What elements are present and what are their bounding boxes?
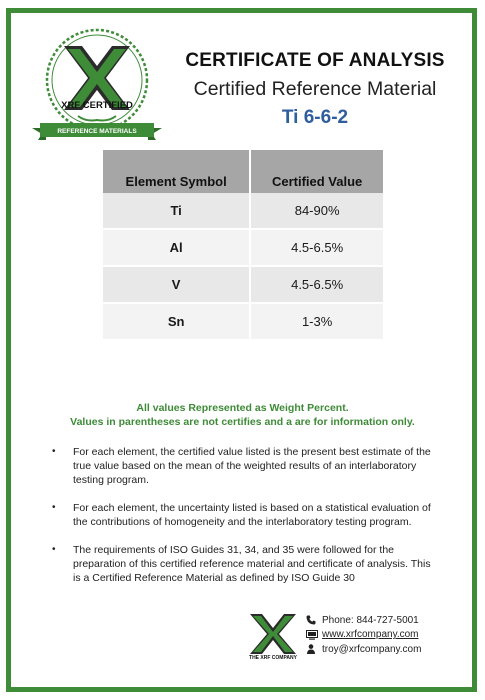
phone-text: Phone: 844-727-5001: [322, 614, 419, 626]
element-symbol-cell: V: [103, 265, 249, 302]
table-row: [103, 193, 383, 228]
list-item-text: The requirements of ISO Guides 31, 34, and 35 were followed for the preparation of this certified reference material and certificate of analysis. This is a Certified Reference Material as defined by ISO Guide 30: [73, 544, 431, 584]
footer-company-text: THE XRF COMPANY: [249, 655, 297, 660]
element-symbol-cell: Al: [103, 228, 249, 265]
bullet-glyph: •: [52, 446, 56, 457]
table-row: [103, 302, 383, 339]
col-header-element-symbol: Element Symbol: [103, 150, 249, 193]
logo-brand-text: XRF CERTIFIED: [61, 100, 133, 111]
weight-percent-note: All values Represented as Weight Percent.: [136, 402, 349, 414]
person-icon: [306, 644, 322, 654]
computer-icon: [306, 630, 322, 640]
certified-value-cell: 4.5-6.5%: [249, 265, 383, 302]
bullet-glyph: •: [52, 544, 56, 555]
table-row: [103, 265, 383, 302]
bullet-glyph: •: [52, 502, 56, 513]
xrf-company-logo: [246, 612, 300, 660]
list-item-text: For each element, the uncertainty listed is based on a statistical evaluation of the contributions of homogeneity and the interlaboratory testing program.: [73, 502, 431, 528]
col-header-certified-value: Certified Value: [249, 150, 383, 193]
material-grade: Ti 6-6-2: [281, 107, 349, 128]
table-header-row: [103, 150, 383, 193]
xrf-certified-logo: [26, 24, 168, 150]
element-symbol-cell: Sn: [103, 302, 249, 339]
list-item: [52, 501, 437, 529]
website-link[interactable]: www.xrfcompany.com: [322, 629, 419, 641]
certified-value-cell: 4.5-6.5%: [249, 228, 383, 265]
notes-list: [52, 445, 437, 599]
certified-value-cell: 1-3%: [249, 302, 383, 339]
email-row: [306, 642, 421, 657]
element-symbol-cell: Ti: [103, 193, 249, 228]
certificate-title: CERTIFICATE OF ANALYSIS: [185, 50, 445, 71]
table-row: [103, 228, 383, 265]
list-item: [52, 543, 437, 585]
email-text[interactable]: troy@xrfcompany.com: [322, 643, 422, 655]
logo-ribbon-text: REFERENCE MATERIALS: [57, 128, 137, 135]
parentheses-note: Values in parentheses are not certifies and a are for information only.: [70, 416, 415, 428]
certified-values-table: [103, 150, 383, 339]
list-item-text: For each element, the certified value listed is the present best estimate of the true value based on the mean of the weighted results of an interlaboratory testing program.: [73, 446, 431, 486]
contact-info: [306, 613, 421, 657]
website-row: [306, 628, 421, 643]
certified-value-cell: 84-90%: [249, 193, 383, 228]
certificate-header: [180, 50, 450, 129]
list-item: [52, 445, 437, 487]
certificate-subtitle: Certified Reference Material: [193, 78, 437, 100]
phone-icon: [306, 615, 322, 625]
phone-row: [306, 613, 421, 628]
